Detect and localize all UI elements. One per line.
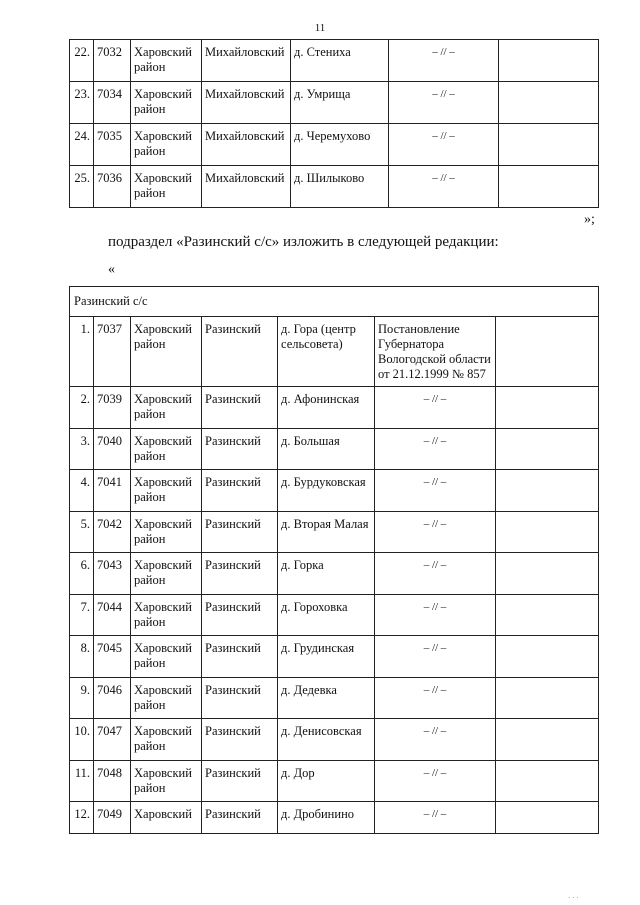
extra-cell (499, 124, 599, 166)
district-name: Харовский район (131, 511, 202, 553)
table-row (70, 677, 599, 719)
district-name: Харовский (131, 802, 202, 834)
council-name: Михайловский (202, 124, 291, 166)
settlement-code: 7048 (94, 760, 131, 802)
settlement-name: д. Дор (278, 760, 375, 802)
extra-cell (496, 719, 599, 761)
settlement-name: д. Вторая Малая (278, 511, 375, 553)
council-name: Разинский (202, 677, 278, 719)
settlement-name: д. Дедевка (278, 677, 375, 719)
settlement-code: 7040 (94, 428, 131, 470)
row-number: 3. (70, 428, 94, 470)
settlement-code: 7044 (94, 594, 131, 636)
settlement-name: д. Денисовская (278, 719, 375, 761)
document-reference: – // – (375, 760, 496, 802)
settlement-name: д. Шилыково (291, 166, 389, 208)
row-number: 23. (70, 82, 94, 124)
extra-cell (496, 636, 599, 678)
settlement-code: 7049 (94, 802, 131, 834)
extra-cell (496, 553, 599, 595)
table-row (70, 317, 599, 387)
document-reference: – // – (389, 166, 499, 208)
council-name: Михайловский (202, 166, 291, 208)
section-header-row (70, 287, 599, 317)
document-reference: – // – (375, 387, 496, 429)
settlement-name: д. Гора (центр сельсовета) (278, 317, 375, 387)
extra-cell (496, 677, 599, 719)
document-reference: – // – (375, 719, 496, 761)
settlement-name: д. Гороховка (278, 594, 375, 636)
council-name: Разинский (202, 387, 278, 429)
council-name: Разинский (202, 802, 278, 834)
row-number: 1. (70, 317, 94, 387)
document-reference: – // – (389, 40, 499, 82)
district-name: Харовский район (131, 636, 202, 678)
district-name: Харовский район (131, 124, 202, 166)
settlement-code: 7032 (94, 40, 131, 82)
extra-cell (496, 594, 599, 636)
settlement-name: д. Афонинская (278, 387, 375, 429)
settlement-code: 7037 (94, 317, 131, 387)
council-name: Разинский (202, 594, 278, 636)
settlement-code: 7046 (94, 677, 131, 719)
district-name: Харовский район (131, 553, 202, 595)
district-name: Харовский район (131, 82, 202, 124)
table-row (70, 40, 599, 82)
district-name: Харовский район (131, 594, 202, 636)
council-name: Разинский (202, 719, 278, 761)
council-name: Разинский (202, 428, 278, 470)
extra-cell (496, 760, 599, 802)
document-reference: Постановление Губернатора Вологодской области от 21.12.1999 № 857 (375, 317, 496, 387)
settlement-code: 7045 (94, 636, 131, 678)
settlement-code: 7034 (94, 82, 131, 124)
district-name: Харовский район (131, 677, 202, 719)
district-name: Харовский район (131, 317, 202, 387)
corner-mark: · · · (568, 894, 579, 902)
council-name: Разинский (202, 511, 278, 553)
table-row (70, 166, 599, 208)
opening-quote: « (108, 262, 115, 277)
document-reference: – // – (389, 82, 499, 124)
row-number: 11. (70, 760, 94, 802)
document-reference: – // – (389, 124, 499, 166)
section-title: Разинский с/с (70, 287, 599, 317)
extra-cell (496, 802, 599, 834)
table-row (70, 82, 599, 124)
settlement-name: д. Черемухово (291, 124, 389, 166)
document-reference: – // – (375, 553, 496, 595)
council-name: Разинский (202, 470, 278, 512)
table-row (70, 511, 599, 553)
district-name: Харовский район (131, 428, 202, 470)
district-name: Харовский район (131, 166, 202, 208)
row-number: 7. (70, 594, 94, 636)
settlements-table-razinsky (69, 286, 599, 834)
row-number: 22. (70, 40, 94, 82)
row-number: 10. (70, 719, 94, 761)
table-row (70, 594, 599, 636)
document-reference: – // – (375, 470, 496, 512)
council-name: Михайловский (202, 82, 291, 124)
extra-cell (496, 470, 599, 512)
table-row (70, 760, 599, 802)
row-number: 12. (70, 802, 94, 834)
table-row (70, 636, 599, 678)
extra-cell (496, 387, 599, 429)
document-reference: – // – (375, 636, 496, 678)
settlement-name: д. Горка (278, 553, 375, 595)
settlement-name: д. Умрища (291, 82, 389, 124)
settlement-code: 7035 (94, 124, 131, 166)
settlement-name: д. Бурдуковская (278, 470, 375, 512)
settlement-code: 7036 (94, 166, 131, 208)
row-number: 2. (70, 387, 94, 429)
row-number: 9. (70, 677, 94, 719)
extra-cell (496, 317, 599, 387)
table-row (70, 802, 599, 834)
row-number: 6. (70, 553, 94, 595)
table-row (70, 428, 599, 470)
document-reference: – // – (375, 511, 496, 553)
document-reference: – // – (375, 802, 496, 834)
row-number: 5. (70, 511, 94, 553)
settlement-name: д. Дробинино (278, 802, 375, 834)
settlement-code: 7042 (94, 511, 131, 553)
council-name: Разинский (202, 636, 278, 678)
row-number: 24. (70, 124, 94, 166)
extra-cell (496, 511, 599, 553)
extra-cell (499, 166, 599, 208)
row-number: 4. (70, 470, 94, 512)
closing-quote: »; (584, 212, 595, 227)
row-number: 25. (70, 166, 94, 208)
district-name: Харовский район (131, 470, 202, 512)
settlement-code: 7041 (94, 470, 131, 512)
page-number: 11 (314, 22, 326, 34)
extra-cell (496, 428, 599, 470)
council-name: Разинский (202, 317, 278, 387)
document-reference: – // – (375, 594, 496, 636)
document-reference: – // – (375, 428, 496, 470)
table-row (70, 719, 599, 761)
council-name: Михайловский (202, 40, 291, 82)
table-row (70, 124, 599, 166)
settlements-table-mikhailovsky (69, 39, 599, 208)
extra-cell (499, 40, 599, 82)
settlement-name: д. Грудинская (278, 636, 375, 678)
table-row (70, 553, 599, 595)
settlement-code: 7043 (94, 553, 131, 595)
instruction-text: подраздел «Разинский с/с» изложить в следующей редакции: (108, 234, 499, 250)
table-row (70, 470, 599, 512)
district-name: Харовский район (131, 760, 202, 802)
district-name: Харовский район (131, 387, 202, 429)
extra-cell (499, 82, 599, 124)
settlement-code: 7039 (94, 387, 131, 429)
council-name: Разинский (202, 553, 278, 595)
settlement-name: д. Большая (278, 428, 375, 470)
district-name: Харовский район (131, 719, 202, 761)
district-name: Харовский район (131, 40, 202, 82)
row-number: 8. (70, 636, 94, 678)
settlement-code: 7047 (94, 719, 131, 761)
council-name: Разинский (202, 760, 278, 802)
table-row (70, 387, 599, 429)
settlement-name: д. Стениха (291, 40, 389, 82)
document-reference: – // – (375, 677, 496, 719)
